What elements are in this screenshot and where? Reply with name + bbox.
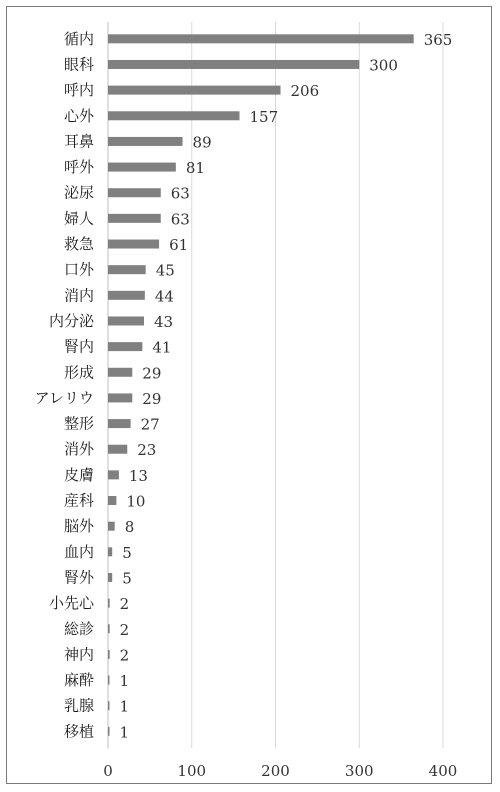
bar-9 [108, 265, 146, 274]
bar-21 [108, 573, 112, 582]
bar-11 [108, 316, 144, 325]
category-label-27: 移植 [63, 722, 94, 741]
data-label-20: 5 [122, 543, 132, 562]
category-label-0: 循内 [63, 29, 94, 48]
data-label-22: 2 [119, 595, 130, 614]
data-label-18: 10 [126, 492, 146, 511]
bar-6 [108, 188, 161, 197]
category-label-6: 泌尿 [63, 183, 94, 202]
bar-15 [108, 419, 131, 428]
data-label-21: 5 [122, 569, 132, 588]
category-label-3: 心外 [63, 106, 94, 125]
x-tick-label-200: 200 [261, 762, 290, 781]
bar-3 [108, 111, 239, 120]
data-label-17: 13 [128, 466, 148, 485]
category-label-15: 整形 [63, 414, 94, 433]
bar-23 [108, 624, 110, 633]
category-label-14: アレリウ [34, 388, 94, 407]
bar-18 [108, 496, 116, 505]
bar-1 [108, 60, 359, 69]
category-label-2: 呼内 [63, 81, 94, 100]
category-label-11: 内分泌 [48, 311, 94, 330]
bar-25 [108, 676, 110, 685]
x-tick-label-0: 0 [103, 762, 113, 781]
category-label-13: 形成 [63, 363, 94, 382]
data-label-8: 61 [169, 236, 189, 255]
bar-13 [108, 368, 132, 377]
data-label-23: 2 [119, 620, 130, 639]
data-label-9: 45 [155, 261, 175, 280]
category-label-24: 神内 [63, 645, 94, 664]
bar-26 [108, 701, 110, 710]
category-label-5: 呼外 [63, 158, 94, 177]
data-label-13: 29 [142, 364, 162, 383]
data-label-14: 29 [142, 389, 162, 408]
bar-7 [108, 214, 161, 223]
bar-2 [108, 86, 281, 95]
category-label-4: 耳鼻 [63, 132, 94, 151]
category-label-23: 総診 [63, 619, 94, 638]
bar-10 [108, 291, 145, 300]
category-label-16: 消外 [63, 440, 94, 459]
data-label-7: 63 [170, 210, 190, 229]
data-label-5: 81 [185, 159, 205, 178]
category-label-17: 皮膚 [63, 465, 94, 484]
bar-19 [108, 522, 115, 531]
bar-layer [108, 34, 414, 736]
category-label-9: 口外 [63, 260, 94, 279]
category-label-7: 婦人 [63, 209, 94, 228]
tick-layer [103, 762, 457, 780]
data-label-2: 206 [290, 82, 320, 101]
bar-20 [108, 547, 112, 556]
bar-0 [108, 34, 414, 43]
data-label-11: 43 [154, 312, 174, 331]
data-label-1: 300 [369, 56, 398, 75]
category-label-1: 眼科 [63, 55, 94, 74]
grid-layer [108, 22, 443, 748]
data-label-26: 1 [119, 697, 130, 716]
data-label-12: 41 [152, 338, 172, 357]
category-label-12: 腎内 [63, 337, 94, 356]
category-label-26: 乳腺 [63, 696, 94, 715]
data-label-27: 1 [119, 723, 130, 742]
bar-24 [108, 650, 110, 659]
data-label-19: 8 [124, 518, 135, 537]
label-layer [35, 30, 453, 742]
bar-8 [108, 240, 159, 249]
bar-14 [108, 393, 132, 402]
bar-12 [108, 342, 142, 351]
category-label-10: 消内 [63, 286, 94, 305]
category-label-19: 脳外 [63, 517, 94, 536]
category-label-25: 麻酔 [63, 671, 94, 690]
category-label-18: 産科 [63, 491, 94, 510]
x-tick-label-400: 400 [428, 762, 458, 781]
category-label-22: 小先心 [48, 594, 94, 613]
data-label-6: 63 [170, 184, 190, 203]
data-label-24: 2 [119, 646, 130, 665]
x-tick-label-100: 100 [177, 762, 207, 781]
data-label-25: 1 [119, 672, 130, 691]
bar-5 [108, 163, 176, 172]
category-label-20: 血内 [63, 542, 94, 561]
category-label-8: 救急 [63, 235, 94, 254]
bar-16 [108, 445, 127, 454]
data-label-0: 365 [423, 30, 453, 49]
bar-27 [108, 727, 110, 736]
data-label-16: 23 [137, 441, 157, 460]
bar-22 [108, 599, 110, 608]
data-label-4: 89 [192, 133, 212, 152]
x-tick-label-300: 300 [344, 762, 374, 781]
bar-4 [108, 137, 183, 146]
data-label-3: 157 [249, 107, 279, 126]
category-label-21: 腎外 [63, 568, 94, 587]
data-label-15: 27 [140, 415, 160, 434]
bar-17 [108, 470, 119, 479]
data-label-10: 44 [154, 287, 174, 306]
